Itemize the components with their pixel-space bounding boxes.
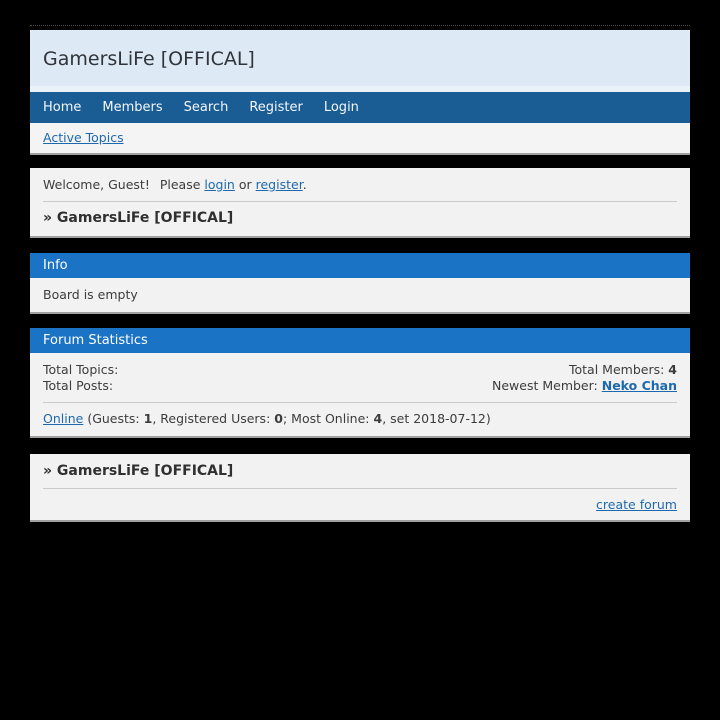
nav-link-register[interactable]: Register [249, 100, 303, 115]
nav-link-search[interactable]: Search [183, 100, 229, 115]
welcome-panel [30, 168, 690, 238]
online-registered-label: , Registered Users: [152, 411, 271, 426]
register-link[interactable]: register [255, 177, 303, 192]
welcome-message [43, 177, 677, 193]
newest-member-row [492, 378, 677, 394]
page-container [30, 25, 690, 522]
forum-statistics-body [30, 353, 690, 438]
info-section-body [30, 278, 690, 314]
welcome-divider [43, 201, 677, 202]
stats-divider [43, 402, 677, 403]
main-navigation [30, 92, 690, 123]
total-members-row [492, 362, 677, 378]
newest-member-label: Newest Member: [492, 378, 598, 393]
newest-member-link[interactable]: Neko Chan [601, 378, 677, 393]
forum-statistics-section [30, 328, 690, 438]
welcome-period: . [302, 177, 307, 192]
create-forum-row [43, 497, 677, 512]
online-suffix: , set 2018-07-12) [382, 411, 491, 426]
nav-link-home[interactable]: Home [43, 100, 82, 115]
online-most-value: 4 [373, 411, 383, 426]
welcome-please: Please [159, 177, 201, 192]
forum-statistics-header: Forum Statistics [30, 328, 690, 353]
site-title: GamersLiFe [OFFICAL] [43, 48, 255, 70]
footer-breadcrumb-marker: » [43, 463, 53, 479]
online-guests-value: 1 [143, 411, 153, 426]
sub-navigation [30, 123, 690, 155]
breadcrumb-label: GamersLiFe [OFFICAL] [56, 210, 234, 226]
stats-grid [43, 362, 677, 394]
login-link[interactable]: login [204, 177, 235, 192]
stats-left-column [43, 362, 118, 394]
create-forum-link[interactable]: create forum [596, 497, 677, 512]
welcome-or: or [238, 177, 252, 192]
info-section [30, 253, 690, 314]
board-header-group [30, 30, 690, 155]
online-registered-value: 0 [274, 411, 283, 426]
online-most-label: ; Most Online: [282, 411, 370, 426]
footer-breadcrumb-label: GamersLiFe [OFFICAL] [56, 463, 234, 479]
active-topics-link[interactable]: Active Topics [43, 130, 124, 145]
total-members-value: 4 [668, 362, 677, 377]
online-guests-label: (Guests: [87, 411, 140, 426]
total-topics-label: Total Topics: [43, 362, 119, 377]
footer-breadcrumb [43, 463, 677, 480]
online-link[interactable]: Online [43, 411, 84, 426]
nav-link-login[interactable]: Login [323, 100, 359, 115]
online-status-line [43, 411, 677, 427]
top-dotted-divider [30, 25, 690, 26]
breadcrumb [43, 210, 677, 227]
breadcrumb-marker: » [43, 210, 53, 226]
stats-right-column [492, 362, 677, 394]
footer-divider [43, 488, 677, 489]
welcome-greeting: Welcome, Guest! [43, 177, 150, 192]
total-topics-row [43, 362, 118, 378]
site-masthead [30, 30, 690, 86]
board-footer-panel [30, 454, 690, 522]
board-empty-text: Board is empty [43, 287, 138, 302]
total-posts-row [43, 378, 118, 394]
info-section-header: Info [30, 253, 690, 278]
total-posts-label: Total Posts: [43, 378, 114, 393]
nav-link-members[interactable]: Members [102, 100, 163, 115]
total-members-label: Total Members: [569, 362, 665, 377]
